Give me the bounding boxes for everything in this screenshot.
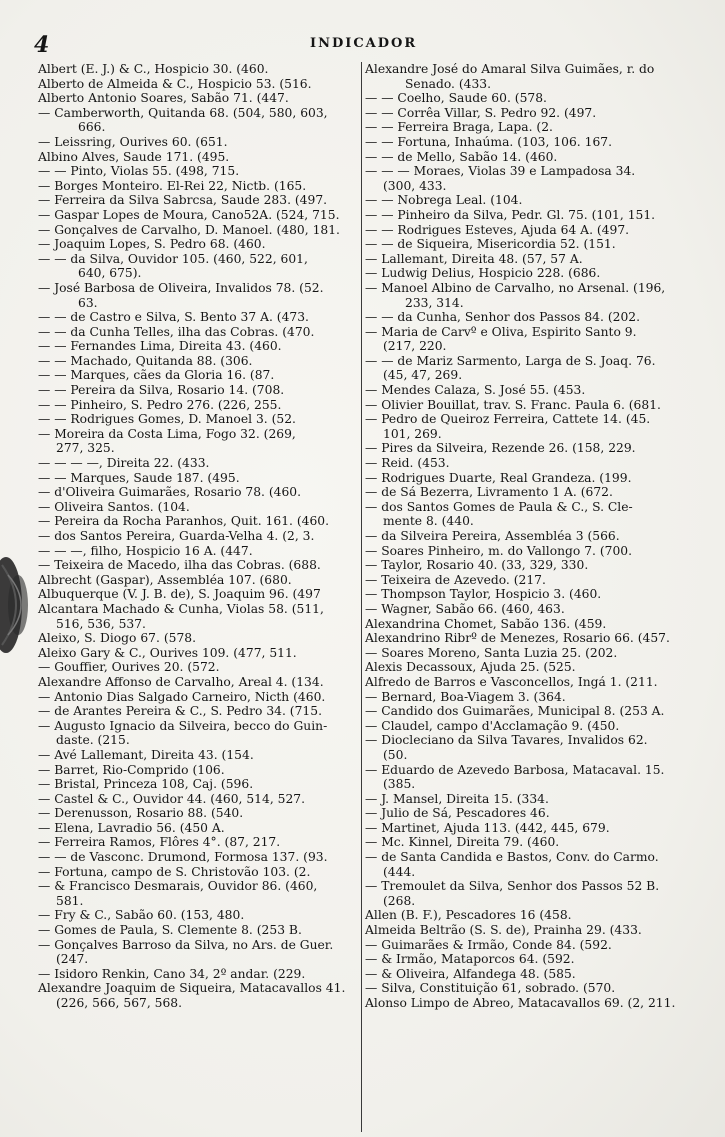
directory-entry: Albuquerque (V. J. B. de), S. Joaquim 96. (497 [38, 587, 321, 602]
directory-entry: — Moreira da Costa Lima, Fogo 32. (269, [38, 426, 296, 441]
directory-entry: — Pedro de Queiroz Ferreira, Cattete 14. (45. [365, 412, 651, 427]
directory-entry: Alonso Limpo de Abreo, Matacavallos 69. (2, 211. [365, 996, 676, 1010]
directory-entry: — Teixeira de Azevedo. (217. [365, 572, 546, 587]
directory-entry: Aleixo, S. Diogo 67. (578. [38, 631, 197, 646]
directory-entry: — Rodrigues Duarte, Real Grandeza. (199. [365, 470, 632, 485]
directory-entry: — Castel & C., Ouvidor 44. (460, 514, 527. [38, 791, 306, 806]
directory-entry: — — Rodrigues Esteves, Ajuda 64 A. (497. [365, 222, 630, 237]
directory-entry: — Thompson Taylor, Hospicio 3. (460. [365, 587, 602, 602]
directory-entry: Allen (B. F.), Pescadores 16 (458. [365, 908, 572, 923]
directory-entry: Alexandrino Ribrº de Menezes, Rosario 66. (457. [365, 631, 670, 646]
binding-shadow-graphic [0, 545, 42, 665]
directory-entry: (300, 433. [383, 178, 447, 193]
directory-entry: — — de Castro e Silva, S. Bento 37 A. (473. [38, 310, 309, 325]
directory-entry: — — Pereira da Silva, Rosario 14. (708. [38, 383, 285, 398]
directory-entry: 233, 314. [405, 295, 464, 310]
directory-entry: Albrecht (Gaspar), Assembléa 107. (680. [38, 572, 292, 587]
directory-entry: Alexandre José do Amaral Silva Guimães, r. do [365, 62, 655, 76]
directory-entry: (226, 566, 567, 568. [56, 996, 183, 1010]
directory-entry: — Fortuna, campo de S. Christovão 103. (2. [38, 864, 311, 879]
directory-entry: (45, 47, 269. [383, 368, 463, 383]
directory-entry: — — de Siqueira, Misericordia 52. (151. [365, 237, 616, 252]
directory-entry: — dos Santos Gomes de Paula & C., S. Cle- [365, 499, 633, 514]
directory-entry: — Lallemant, Direita 48. (57, 57 A. [365, 251, 583, 266]
directory-entry: — Barret, Rio-Comprido (106. [38, 762, 225, 777]
directory-entry: — — Ferreira Braga, Lapa. (2. [365, 120, 553, 135]
directory-entry: — — — —, Direita 22. (433. [38, 456, 210, 471]
directory-entry: — — de Mariz Sarmento, Larga de S. Joaq. 76. [365, 353, 656, 368]
directory-entry: Alcantara Machado & Cunha, Violas 58. (511, [38, 601, 324, 616]
column-divider [361, 62, 362, 1132]
directory-entry: — Silva, Constituição 61, sobrado. (570. [365, 981, 616, 996]
directory-entry: 277, 325. [56, 441, 115, 456]
directory-entry: — — de Vasconc. Drumond, Formosa 137. (93. [38, 850, 328, 865]
directory-entry: — — Marques, Saude 187. (495. [38, 470, 240, 485]
directory-entry: — Antonio Dias Salgado Carneiro, Nicth (460. [38, 689, 326, 704]
directory-entry: — Mc. Kinnel, Direita 79. (460. [365, 835, 560, 850]
directory-entry: (444. [383, 864, 416, 879]
directory-entry: (268. [383, 893, 416, 908]
directory-entry: — — Fortuna, Inhaúma. (103, 106. 167. [365, 134, 612, 149]
directory-entry: — Ferreira Ramos, Flôres 4°. (87, 217. [38, 835, 281, 850]
directory-entry: — Soares Moreno, Santa Luzia 25. (202. [365, 645, 618, 660]
directory-entry: — Gouffier, Ourives 20. (572. [38, 660, 220, 675]
running-head: INDICADOR [310, 36, 418, 51]
directory-entry: — Diocleciano da Silva Tavares, Invalidos 62. [365, 733, 648, 748]
directory-entry: Alfredo de Barros e Vasconcellos, Ingá 1. (211. [365, 674, 658, 689]
left-column [38, 62, 358, 1011]
directory-entry: — Guimarães & Irmão, Conde 84. (592. [365, 937, 612, 952]
directory-entry: (247. [56, 952, 89, 967]
directory-entry: — Eduardo de Azevedo Barbosa, Matacaval. 15. [365, 762, 665, 777]
directory-entry: Albino Alves, Saude 171. (495. [38, 149, 230, 164]
directory-entry: — Ludwig Delius, Hospicio 228. (686. [365, 266, 601, 281]
directory-entry: — Candido dos Guimarães, Municipal 8. (253 A. [365, 704, 665, 719]
directory-entry: — Bernard, Boa-Viagem 3. (364. [365, 689, 566, 704]
directory-entry: — — Marques, cães da Gloria 16. (87. [38, 368, 275, 383]
directory-entry: — — Corrêa Villar, S. Pedro 92. (497. [365, 105, 597, 120]
directory-entry: — Ferreira da Silva Sabrcsa, Saude 283. (497. [38, 193, 328, 208]
directory-entry: — — Rodrigues Gomes, D. Manoel 3. (52. [38, 412, 296, 427]
directory-entry: — Borges Monteiro. El-Rei 22, Nictb. (165. [38, 178, 307, 193]
directory-entry: Senado. (433. [405, 76, 492, 91]
directory-entry: — Soares Pinheiro, m. do Vallongo 7. (700. [365, 543, 633, 558]
directory-entry: — Tremoulet da Silva, Senhor dos Passos 52 B. [365, 879, 660, 894]
directory-entry: Aleixo Gary & C., Ourives 109. (477, 511. [38, 645, 297, 660]
directory-entry: Alexis Decassoux, Ajuda 25. (525. [365, 660, 576, 675]
directory-entry: — Teixeira de Macedo, ilha das Cobras. (688. [38, 558, 321, 573]
directory-entry: — Elena, Lavradio 56. (450 A. [38, 820, 225, 835]
directory-entry: — — Fernandes Lima, Direita 43. (460. [38, 339, 282, 354]
directory-entry: 516, 536, 537. [56, 616, 146, 631]
directory-entry: 101, 269. [383, 426, 442, 441]
directory-entry: — José Barbosa de Oliveira, Invalidos 78. (52. [38, 280, 324, 295]
directory-entry: — — Machado, Quitanda 88. (306. [38, 353, 253, 368]
directory-entry: — dos Santos Pereira, Guarda-Velha 4. (2, 3. [38, 529, 315, 543]
directory-entry: — Isidoro Renkin, Cano 34, 2º andar. (229. [38, 966, 306, 981]
page-header [0, 30, 725, 60]
directory-entry: — — — Moraes, Violas 39 e Lampadosa 34. [365, 164, 636, 179]
directory-entry: — Joaquim Lopes, S. Pedro 68. (460. [38, 237, 266, 252]
directory-entry: — Avé Lallemant, Direita 43. (154. [38, 747, 254, 762]
directory-entry: 640, 675). [78, 266, 142, 281]
directory-entry: Alberto de Almeida & C., Hospicio 53. (516. [38, 76, 312, 91]
directory-entry: 581. [56, 893, 84, 908]
directory-entry: — Wagner, Sabão 66. (460, 463. [365, 601, 565, 616]
directory-columns [38, 62, 710, 1132]
directory-entry: — Maria de Carvº e Oliva, Espirito Santo 9. [365, 324, 637, 339]
directory-entry: — & Irmão, Mataporcos 64. (592. [365, 952, 575, 967]
directory-entry: — Pires da Silveira, Rezende 26. (158, 229. [365, 441, 636, 456]
directory-entry: — Gaspar Lopes de Moura, Cano52A. (524, 715. [38, 207, 340, 222]
directory-entry: — Claudel, campo d'Acclamação 9. (450. [365, 718, 620, 733]
directory-entry: — — da Cunha, Senhor dos Passos 84. (202. [365, 310, 641, 325]
directory-entry: — de Arantes Pereira & C., S. Pedro 34. (715. [38, 704, 322, 719]
directory-entry: — — de Mello, Sabão 14. (460. [365, 149, 558, 164]
directory-entry: — — Nobrega Leal. (104. [365, 193, 523, 208]
directory-entry: mente 8. (440. [383, 514, 474, 529]
directory-entry: — Martinet, Ajuda 113. (442, 445, 679. [365, 820, 610, 835]
directory-entry: — — Pinheiro, S. Pedro 276. (226, 255. [38, 397, 282, 412]
directory-entry: — Fry & C., Sabão 60. (153, 480. [38, 908, 245, 923]
directory-entry: — Oliveira Santos. (104. [38, 499, 190, 514]
directory-entry: — — Coelho, Saude 60. (578. [365, 91, 547, 106]
directory-entry: — Mendes Calaza, S. José 55. (453. [365, 383, 586, 398]
directory-entry: (217, 220. [383, 339, 447, 354]
directory-entry: 666. [78, 120, 106, 135]
directory-entry: — Julio de Sá, Pescadores 46. [365, 806, 550, 821]
directory-entry: — & Oliveira, Alfandega 48. (585. [365, 966, 576, 981]
directory-entry: — — —, filho, Hospicio 16 A. (447. [38, 543, 253, 558]
directory-entry: — Derenusson, Rosario 88. (540. [38, 806, 244, 821]
directory-entry: — Camberworth, Quitanda 68. (504, 580, 603, [38, 105, 328, 120]
directory-entry: Almeida Beltrão (S. S. de), Prainha 29. (433. [365, 923, 642, 938]
directory-entry: Alexandre Joaquim de Siqueira, Matacavallos 41. [38, 981, 346, 996]
directory-entry: — — da Silva, Ouvidor 105. (460, 522, 601, [38, 251, 308, 266]
directory-entry: — de Sá Bezerra, Livramento 1 A. (672. [365, 485, 613, 500]
directory-entry: — J. Mansel, Direita 15. (334. [365, 791, 549, 806]
directory-entry: Alexandrina Chomet, Sabão 136. (459. [365, 616, 607, 631]
directory-entry: — d'Oliveira Guimarães, Rosario 78. (460. [38, 485, 302, 500]
directory-entry: — Gomes de Paula, S. Clemente 8. (253 B. [38, 923, 302, 938]
directory-entry: — da Silveira Pereira, Assembléa 3 (566. [365, 529, 620, 543]
directory-entry: — — Pinheiro da Silva, Pedr. Gl. 75. (101, 151. [365, 207, 656, 222]
directory-entry: — de Santa Candida e Bastos, Conv. do Carmo. [365, 850, 659, 865]
directory-entry: daste. (215. [56, 733, 130, 748]
directory-entry: — Gonçalves Barroso da Silva, no Ars. de Guer. [38, 937, 334, 952]
directory-entry: 63. [78, 295, 98, 310]
directory-entry: — Reid. (453. [365, 456, 450, 471]
right-column [365, 62, 710, 1011]
directory-entry: Alexandre Affonso de Carvalho, Areal 4. (134. [38, 674, 324, 689]
directory-entry: — Leissring, Ourives 60. (651. [38, 134, 228, 149]
directory-entry: — Augusto Ignacio da Silveira, becco do Guin- [38, 718, 328, 733]
directory-entry: — & Francisco Desmarais, Ouvidor 86. (460, [38, 879, 318, 894]
directory-entry: Alberto Antonio Soares, Sabão 71. (447. [38, 91, 289, 106]
directory-entry: — Taylor, Rosario 40. (33, 329, 330. [365, 558, 589, 573]
directory-entry: — Gonçalves de Carvalho, D. Manoel. (480, 181. [38, 222, 340, 237]
directory-entry: (50. [383, 747, 408, 762]
directory-entry: — Pereira da Rocha Paranhos, Quit. 161. (460. [38, 514, 330, 529]
directory-entry: — Olivier Bouillat, trav. S. Franc. Paula 6. (681. [365, 397, 661, 412]
directory-entry: — Bristal, Princeza 108, Caj. (596. [38, 777, 254, 792]
directory-entry: (385. [383, 777, 416, 792]
directory-entry: — Manoel Albino de Carvalho, no Arsenal. (196, [365, 280, 666, 295]
directory-entry: — — Pinto, Violas 55. (498, 715. [38, 164, 240, 179]
page-number: 4 [34, 32, 50, 58]
directory-entry: Albert (E. J.) & C., Hospicio 30. (460. [38, 62, 269, 76]
directory-entry: — — da Cunha Telles, ilha das Cobras. (470. [38, 324, 315, 339]
